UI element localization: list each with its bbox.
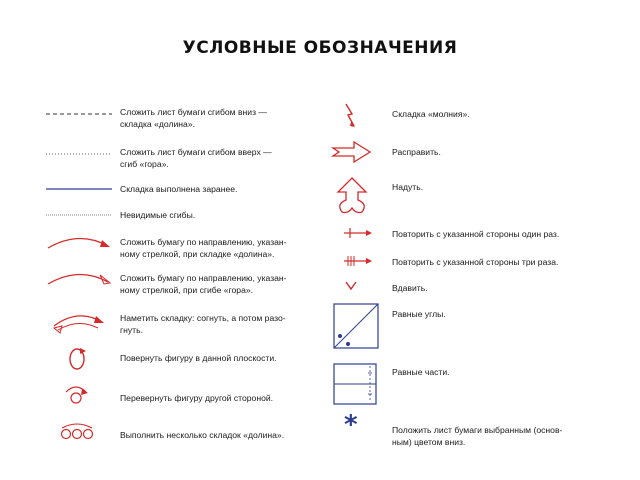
multiple-valley-folds-icon <box>58 424 98 440</box>
page-title: УСЛОВНЫЕ ОБОЗНАЧЕНИЯ <box>182 38 458 58</box>
push-in-icon <box>344 280 358 292</box>
legend-line: Сложить бумагу по направлению, указан- <box>120 237 287 247</box>
mountain-fold-arrow-icon <box>44 268 114 288</box>
valley-fold-arrow-icon <box>44 232 114 252</box>
legend-text-flip-over <box>120 392 273 404</box>
legend-line: ному стрелкой, при складке «долина». <box>120 249 275 259</box>
legend-text-unfold <box>392 146 441 158</box>
legend-line: Сложить лист бумаги сгибом вниз — <box>120 107 267 117</box>
legend-line: Складка «молния». <box>392 109 470 119</box>
legend-line: Расправить. <box>392 147 441 157</box>
legend-text-inflate <box>392 181 423 193</box>
pre-folded-solid-line-icon <box>44 186 114 192</box>
repeat-once-icon <box>340 226 376 240</box>
legend-line: Повторить с указанной стороны три раза. <box>392 257 559 267</box>
legend-text-lightning <box>392 108 470 120</box>
flip-over-arrow-icon <box>62 384 92 406</box>
legend-line: Повторить с указанной стороны один раз. <box>392 229 560 239</box>
legend-line: Перевернуть фигуру другой стороной. <box>120 393 274 403</box>
legend-line: ному стрелкой, при сгибе «гора». <box>120 285 254 295</box>
legend-text-equal-parts <box>392 366 450 378</box>
legend-line: ным) цветом вниз. <box>392 437 466 447</box>
equal-parts-icon <box>332 362 378 406</box>
legend-line: Выполнить несколько складок «долина». <box>120 430 285 440</box>
valley-fold-dashed-line-icon <box>44 110 114 118</box>
legend-line: гнуть. <box>120 325 143 335</box>
legend-text-mountain-arrow <box>120 272 287 296</box>
legend-text-repeat-three <box>392 256 558 268</box>
equal-angles-icon <box>332 302 380 350</box>
legend-line: Сложить лист бумаги сгибом вверх — <box>120 147 272 157</box>
repeat-three-times-icon <box>340 254 376 268</box>
legend-line: Повернуть фигуру в данной плоскости. <box>120 353 277 363</box>
legend-line: Надуть. <box>392 182 424 192</box>
unfold-arrow-icon <box>330 140 374 164</box>
inflate-arrow-icon <box>334 176 370 216</box>
legend-line: Равные углы. <box>392 309 446 319</box>
mountain-fold-dotted-line-icon <box>44 150 114 158</box>
legend-line: Равные части. <box>392 367 450 377</box>
legend-line: Наметить складку: согнуть, а потом разо- <box>120 313 286 323</box>
legend-text-equal-angles <box>392 308 446 320</box>
legend-text-fold-unfold <box>120 312 286 336</box>
lightning-fold-icon <box>342 102 358 128</box>
fold-unfold-arrow-icon <box>48 306 108 334</box>
legend-text-rotate <box>120 352 277 364</box>
legend-line: Складка выполнена заранее. <box>120 184 238 194</box>
legend-text-colored-side-down <box>392 424 562 448</box>
legend-line: складка «долина». <box>120 119 195 129</box>
legend-line: Положить лист бумаги выбранным (основ- <box>392 425 563 435</box>
legend-text-multiple-valley <box>120 429 284 441</box>
legend-line: Невидимые сгибы. <box>120 210 196 220</box>
legend-line: Сложить бумагу по направлению, указан- <box>120 273 287 283</box>
legend-text-pre-folded <box>120 183 237 195</box>
colored-side-down-asterisk-icon: * <box>344 410 358 440</box>
legend-text-valley-arrow <box>120 236 287 260</box>
legend-line: Вдавить. <box>392 283 428 293</box>
legend-text-invisible-fold <box>120 209 195 221</box>
legend-line: сгиб «гора». <box>120 159 169 169</box>
legend-text-push-in <box>392 282 428 294</box>
rotate-arrow-icon <box>66 346 90 372</box>
legend-text-valley-fold <box>120 106 267 130</box>
invisible-fold-line-icon <box>44 212 114 218</box>
legend-text-repeat-once <box>392 228 559 240</box>
legend-text-mountain-fold <box>120 146 272 170</box>
